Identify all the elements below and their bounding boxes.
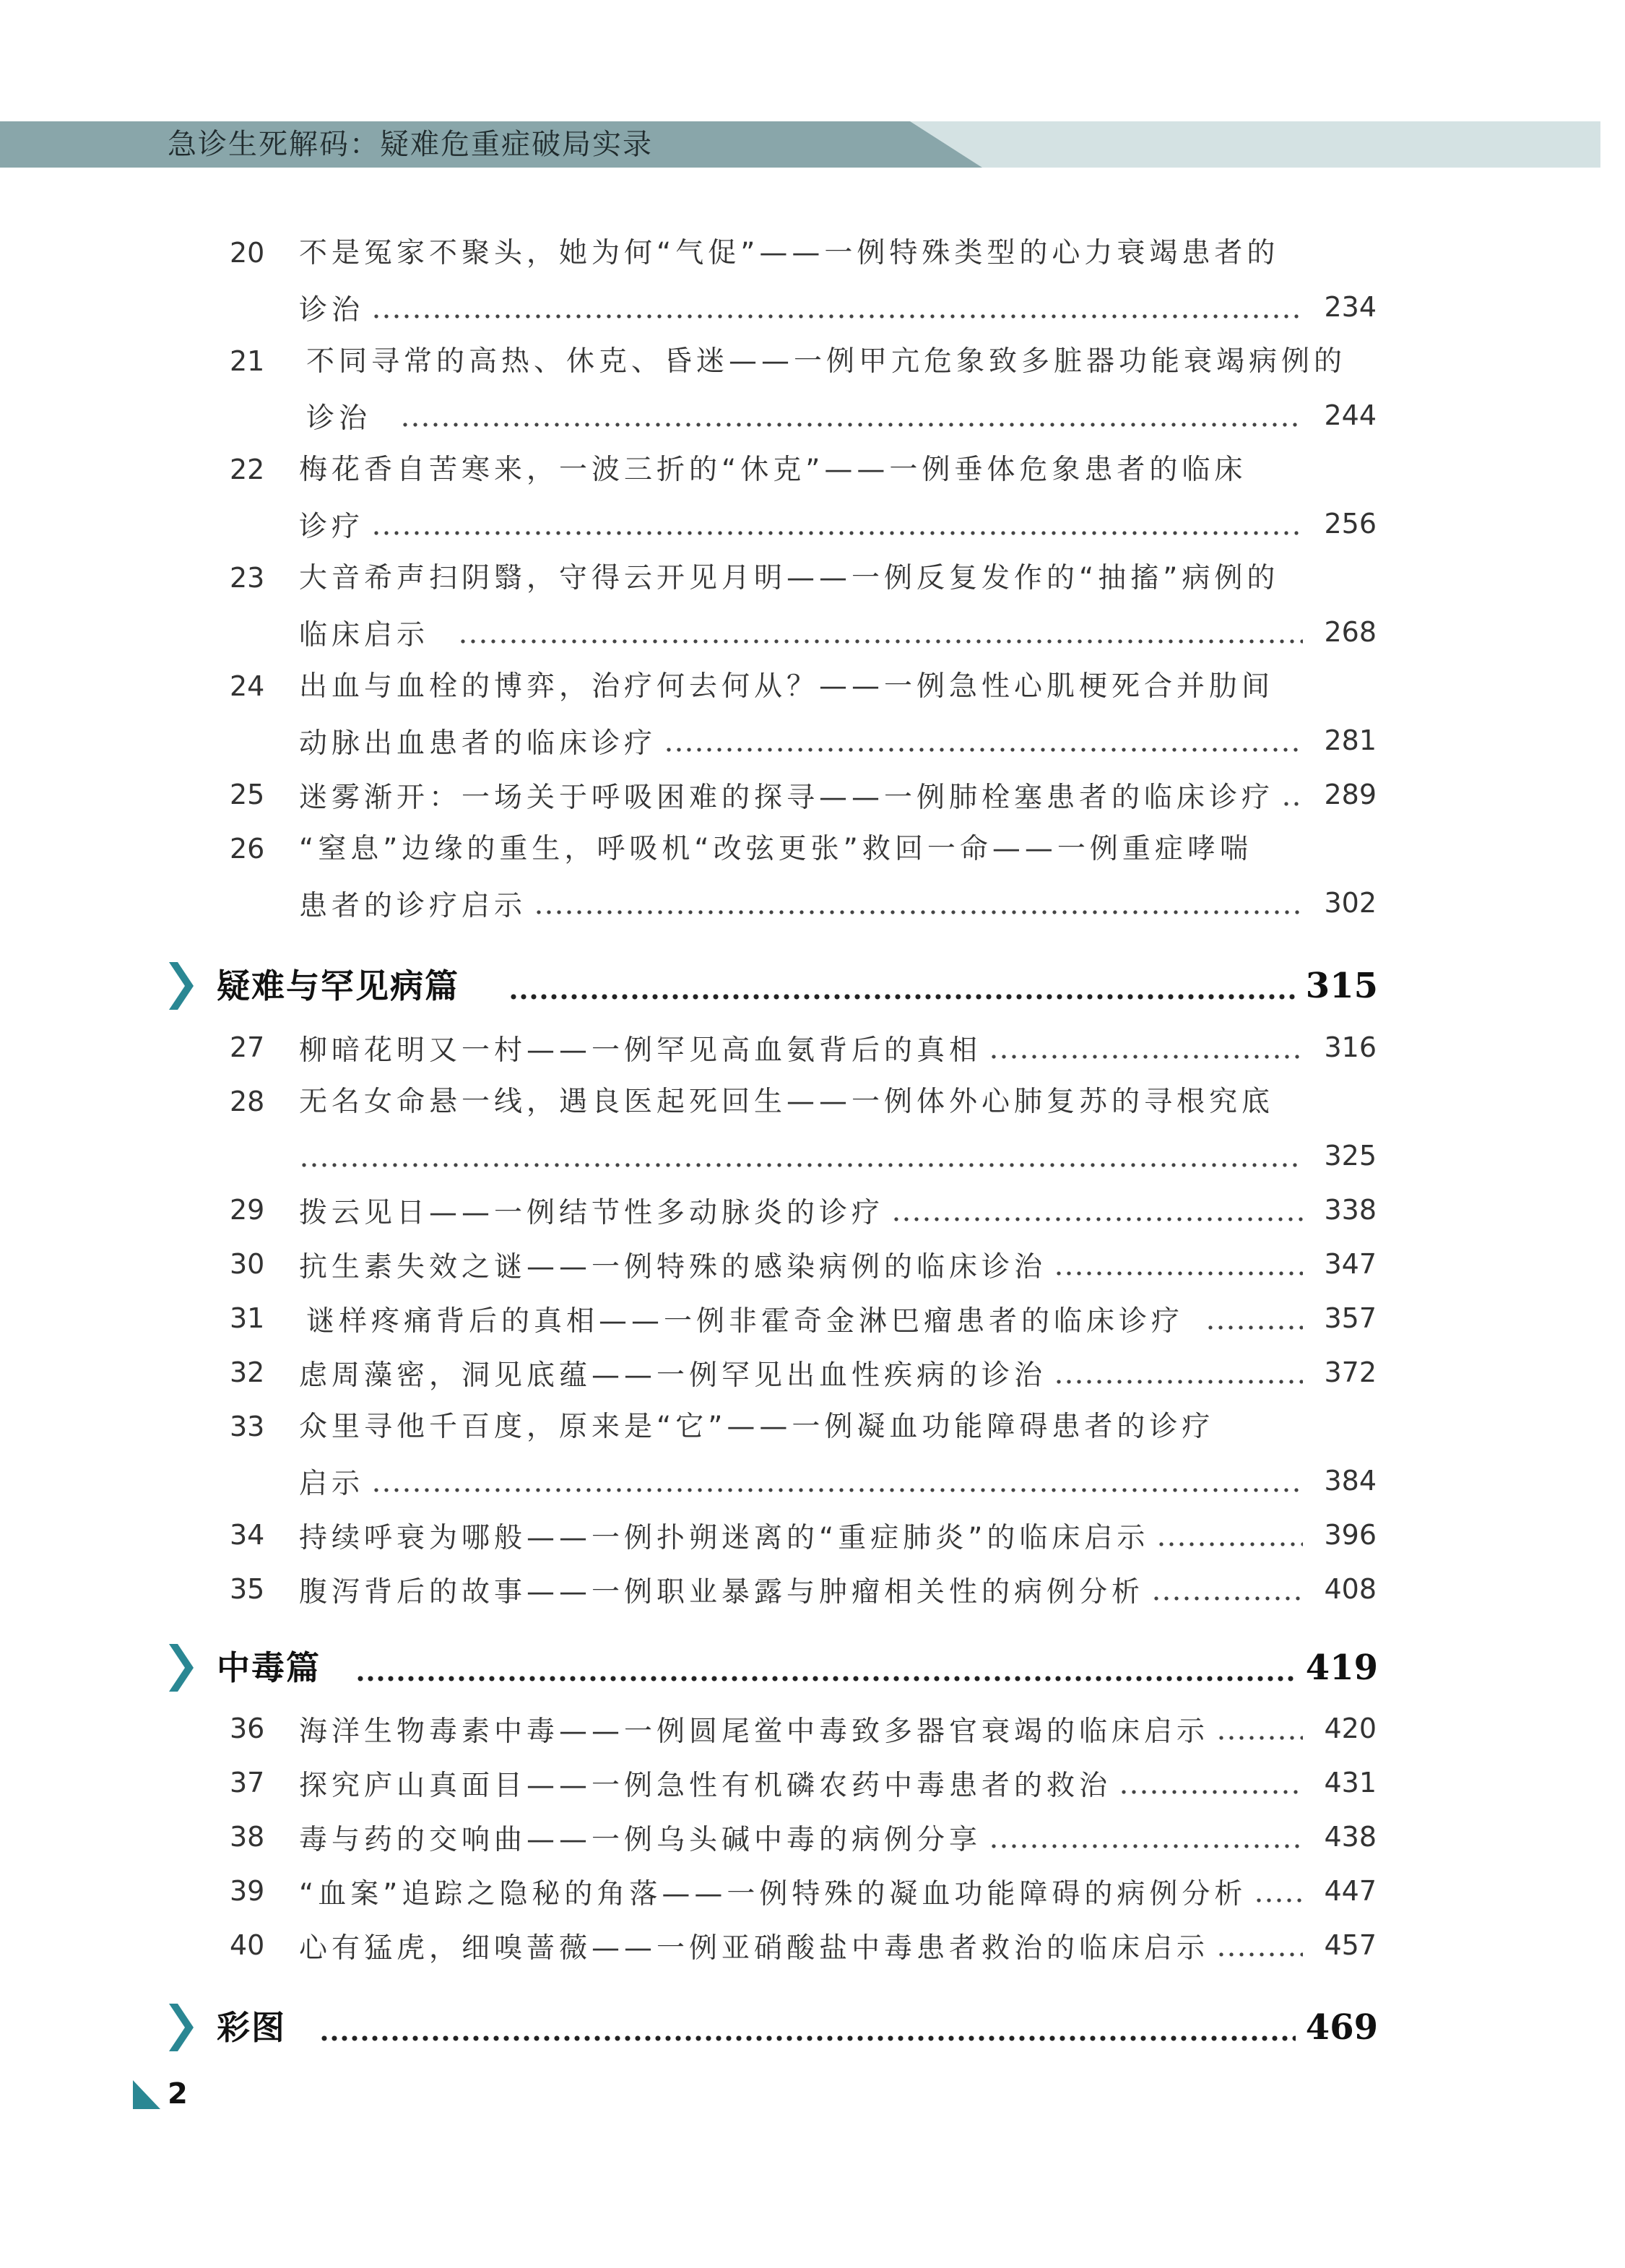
chevron-right-icon xyxy=(169,1644,194,1692)
toc-entry-22[interactable] xyxy=(0,443,1625,551)
entry-number: 37 xyxy=(230,1767,265,1799)
leader-dots xyxy=(400,389,1303,443)
entry-title-line2: 诊疗 xyxy=(299,510,365,543)
toc-entry-29[interactable] xyxy=(0,1183,1625,1237)
leader-dots xyxy=(1119,1756,1303,1810)
leader-dots xyxy=(371,280,1303,334)
entry-number: 38 xyxy=(230,1821,265,1853)
entry-title-line2: 临床启示 xyxy=(299,618,430,652)
entry-page: 256 xyxy=(1324,508,1377,540)
entry-number: 28 xyxy=(230,1086,265,1117)
leader-dots xyxy=(989,1021,1303,1075)
leader-dots xyxy=(1156,1508,1303,1562)
entry-number: 32 xyxy=(230,1356,265,1388)
entry-page: 357 xyxy=(1324,1302,1377,1334)
entry-title-line2: 诊治 xyxy=(306,402,372,435)
toc-entry-35[interactable] xyxy=(0,1562,1625,1616)
entry-title-line1: 不是冤家不聚头，她为何“气促”——一例特殊类型的心力衰竭患者的 xyxy=(299,237,1280,269)
entry-page: 420 xyxy=(1324,1713,1377,1744)
section-title: 彩图 xyxy=(217,2008,286,2047)
toc-entry-28[interactable] xyxy=(0,1075,1625,1183)
toc-entry-38[interactable] xyxy=(0,1810,1625,1864)
entry-page: 268 xyxy=(1324,616,1377,648)
entry-number: 24 xyxy=(230,670,265,702)
page-number: 2 xyxy=(168,2077,188,2111)
entry-title: 持续呼衰为哪般——一例扑朔迷离的“重症肺炎”的临床启示 xyxy=(299,1521,1150,1554)
entry-number: 22 xyxy=(230,454,265,485)
entry-number: 34 xyxy=(230,1519,265,1551)
entry-title-line1: “窒息”边缘的重生，呼吸机“改弦更张”救回一命——一例重症哮喘 xyxy=(299,833,1252,865)
toc-entry-27[interactable] xyxy=(0,1021,1625,1075)
entry-page: 338 xyxy=(1324,1194,1377,1226)
leader-dots xyxy=(371,497,1303,551)
toc-entry-26[interactable] xyxy=(0,822,1625,930)
entry-page: 396 xyxy=(1324,1519,1377,1551)
entry-number: 30 xyxy=(230,1248,265,1280)
entry-page: 244 xyxy=(1324,399,1377,431)
leader-dots xyxy=(1281,768,1303,822)
toc-entry-23[interactable] xyxy=(0,551,1625,659)
entry-page: 431 xyxy=(1324,1767,1377,1799)
entry-page: 347 xyxy=(1324,1248,1377,1280)
leader-dots xyxy=(891,1183,1303,1237)
toc-entry-36[interactable] xyxy=(0,1702,1625,1756)
entry-number: 35 xyxy=(230,1573,265,1605)
leader-dots xyxy=(371,1454,1303,1508)
toc-entry-33[interactable] xyxy=(0,1400,1625,1508)
toc-entry-31[interactable] xyxy=(0,1291,1625,1346)
toc-entry-40[interactable] xyxy=(0,1918,1625,1973)
entry-page: 384 xyxy=(1324,1465,1377,1497)
leader-dots xyxy=(534,876,1303,930)
entry-number: 36 xyxy=(230,1713,265,1744)
toc-entry-25[interactable] xyxy=(0,768,1625,822)
section-title: 疑难与罕见病篇 xyxy=(217,966,459,1005)
leader-dots xyxy=(1054,1237,1303,1291)
entry-number: 31 xyxy=(230,1302,265,1334)
entry-number: 40 xyxy=(230,1929,265,1961)
entry-number: 27 xyxy=(230,1031,265,1063)
toc-entry-30[interactable] xyxy=(0,1237,1625,1291)
entry-title: 心有猛虎，细嗅蔷薇——一例亚硝酸盐中毒患者救治的临床启示 xyxy=(299,1931,1210,1965)
entry-page: 372 xyxy=(1324,1356,1377,1388)
toc-entry-21[interactable] xyxy=(0,334,1625,443)
entry-number: 26 xyxy=(230,833,265,865)
entry-title-line1: 众里寻他千百度，原来是“它”——一例凝血功能障碍患者的诊疗 xyxy=(299,1411,1215,1443)
entry-page: 316 xyxy=(1324,1031,1377,1063)
leader-dots xyxy=(989,1810,1303,1864)
entry-number: 33 xyxy=(230,1411,265,1442)
toc-entry-20[interactable] xyxy=(0,226,1625,334)
entry-title-line2: 启示 xyxy=(299,1467,365,1500)
leader-dots xyxy=(299,1129,1303,1183)
leader-dots xyxy=(458,605,1303,659)
entry-number: 29 xyxy=(230,1194,265,1226)
chevron-right-icon xyxy=(169,2004,194,2051)
entry-title: 虑周藻密，洞见底蕴——一例罕见出血性疾病的诊治 xyxy=(299,1359,1047,1392)
section-heading-poisoning[interactable] xyxy=(0,1635,1625,1700)
toc-entry-32[interactable] xyxy=(0,1346,1625,1400)
running-header xyxy=(0,121,1600,168)
entry-page: 457 xyxy=(1324,1929,1377,1961)
entry-number: 20 xyxy=(230,237,265,269)
entry-title-line1: 大音希声扫阴翳，守得云开见月明——一例反复发作的“抽搐”病例的 xyxy=(299,562,1280,594)
entry-title: “血案”追踪之隐秘的角落——一例特殊的凝血功能障碍的病例分析 xyxy=(299,1877,1247,1910)
entry-page: 281 xyxy=(1324,724,1377,756)
entry-page: 408 xyxy=(1324,1573,1377,1605)
entry-number: 25 xyxy=(230,779,265,810)
section-page: 315 xyxy=(1305,966,1378,1006)
leader-dots xyxy=(1216,1918,1303,1973)
entry-title-line1: 无名女命悬一线，遇良医起死回生——一例体外心肺复苏的寻根究底 xyxy=(299,1086,1275,1118)
leader-dots xyxy=(319,1995,1296,2060)
section-heading-color-plates[interactable] xyxy=(0,1995,1625,2060)
chevron-right-icon xyxy=(169,962,194,1010)
leader-dots xyxy=(1151,1562,1303,1616)
section-heading-rare-diseases[interactable] xyxy=(0,953,1625,1018)
entry-page: 438 xyxy=(1324,1821,1377,1853)
entry-title-line1: 梅花香自苦寒来，一波三折的“休克”——一例垂体危象患者的临床 xyxy=(299,454,1247,486)
entry-title: 腹泻背后的故事——一例职业暴露与肿瘤相关性的病例分析 xyxy=(299,1575,1145,1609)
toc-entry-39[interactable] xyxy=(0,1864,1625,1918)
entry-title: 毒与药的交响曲——一例乌头碱中毒的病例分享 xyxy=(299,1823,982,1856)
entry-title-line2: 动脉出血患者的临床诊疗 xyxy=(299,727,657,760)
corner-triangle-icon xyxy=(133,2080,160,2109)
leader-dots xyxy=(1216,1702,1303,1756)
toc-entry-37[interactable] xyxy=(0,1756,1625,1810)
leader-dots xyxy=(1054,1346,1303,1400)
entry-number: 23 xyxy=(230,562,265,594)
section-title: 中毒篇 xyxy=(217,1648,321,1687)
entry-page: 302 xyxy=(1324,887,1377,919)
entry-title-line1: 出血与血栓的博弈，治疗何去何从？——一例急性心肌梗死合并肋间 xyxy=(299,670,1275,703)
entry-number: 21 xyxy=(230,345,265,377)
entry-title-line1: 不同寻常的高热、休克、昏迷——一例甲亢危象致多脏器功能衰竭病例的 xyxy=(306,345,1347,378)
leader-dots xyxy=(355,1635,1296,1700)
entry-title: 迷雾渐开：一场关于呼吸困难的探寻——一例肺栓塞患者的临床诊疗 xyxy=(299,781,1275,814)
leader-dots xyxy=(508,953,1296,1018)
section-page: 469 xyxy=(1305,2007,1378,2048)
entry-title: 探究庐山真面目——一例急性有机磷农药中毒患者的救治 xyxy=(299,1769,1112,1802)
entry-title: 柳暗花明又一村——一例罕见高血氨背后的真相 xyxy=(299,1034,982,1067)
entry-page: 447 xyxy=(1324,1875,1377,1907)
book-title: 急诊生死解码：疑难危重症破局实录 xyxy=(168,128,653,161)
leader-dots xyxy=(664,714,1303,768)
entry-page: 325 xyxy=(1324,1140,1377,1172)
section-page: 419 xyxy=(1305,1648,1378,1688)
entry-title: 海洋生物毒素中毒——一例圆尾鲎中毒致多器官衰竭的临床启示 xyxy=(299,1715,1210,1748)
entry-title-line2: 患者的诊疗启示 xyxy=(299,889,527,922)
entry-number: 39 xyxy=(230,1875,265,1907)
entry-title: 拨云见日——一例结节性多动脉炎的诊疗 xyxy=(299,1196,885,1229)
leader-dots xyxy=(1205,1291,1303,1346)
entry-title: 抗生素失效之谜——一例特殊的感染病例的临床诊治 xyxy=(299,1250,1047,1284)
entry-page: 289 xyxy=(1324,779,1377,810)
leader-dots xyxy=(1254,1864,1303,1918)
toc-entry-34[interactable] xyxy=(0,1508,1625,1562)
entry-title-line2: 诊治 xyxy=(299,293,365,326)
entry-title: 谜样疼痛背后的真相——一例非霍奇金淋巴瘤患者的临床诊疗 xyxy=(306,1304,1184,1338)
toc-entry-24[interactable] xyxy=(0,659,1625,768)
entry-page: 234 xyxy=(1324,291,1377,323)
